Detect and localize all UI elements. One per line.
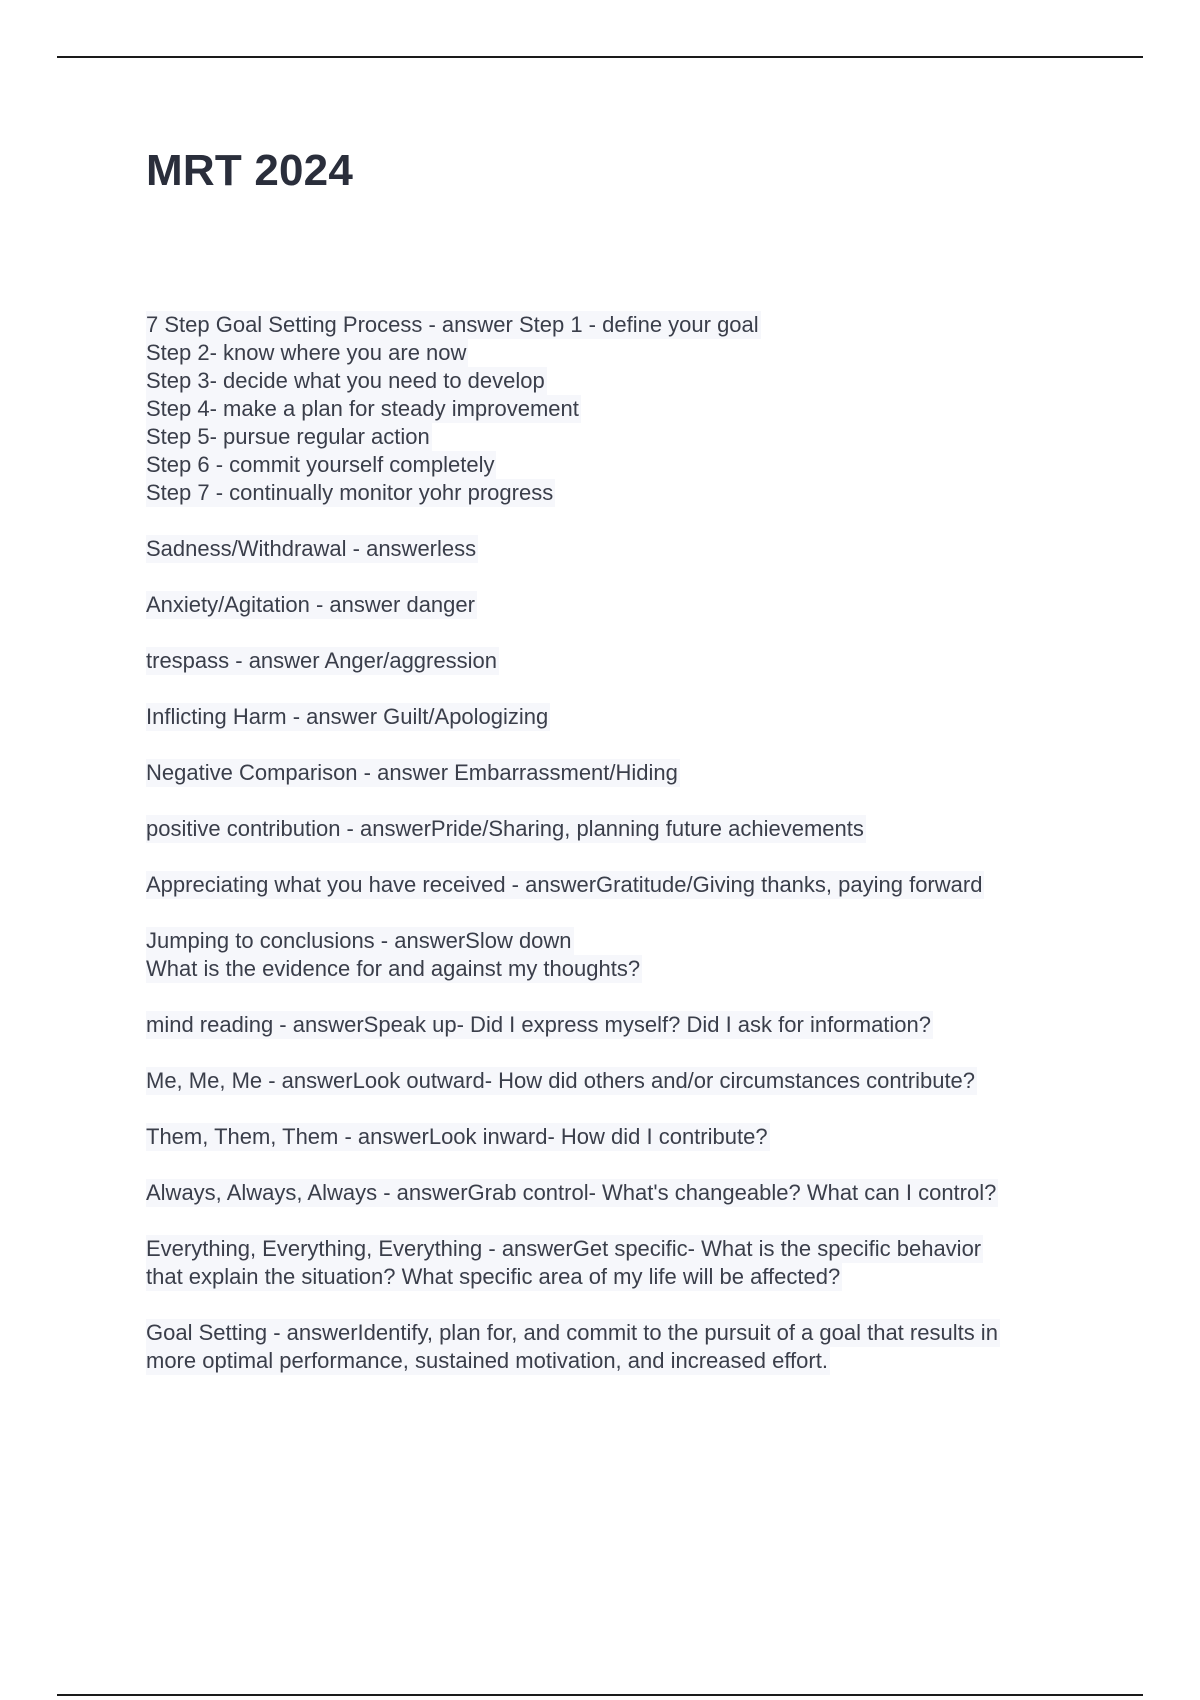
entry-anxiety: [146, 591, 1106, 619]
entry-line: Step 4- make a plan for steady improvement: [146, 396, 579, 421]
entry-line: mind reading - answerSpeak up- Did I express myself? Did I ask for information?: [146, 1012, 932, 1037]
entry-line: What is the evidence for and against my thoughts?: [146, 956, 641, 981]
entry-line: Inflicting Harm - answer Guilt/Apologizing: [146, 704, 549, 729]
entry-sadness: [146, 535, 1106, 563]
entry-line: Step 6 - commit yourself completely: [146, 452, 495, 477]
entry-negative-comparison: [146, 759, 1106, 787]
entry-line: Everything, Everything, Everything - answerGet specific- What is the specific behavior: [146, 1236, 982, 1261]
entry-line: Anxiety/Agitation - answer danger: [146, 592, 475, 617]
entry-line: Step 3- decide what you need to develop: [146, 368, 545, 393]
entry-line: 7 Step Goal Setting Process - answer Step 1 - define your goal: [146, 312, 759, 337]
entry-line: Step 5- pursue regular action: [146, 424, 430, 449]
entry-line: Appreciating what you have received - answerGratitude/Giving thanks, paying forward: [146, 872, 983, 897]
entry-me-me-me: [146, 1067, 1106, 1095]
entry-goal-setting: [146, 1319, 1106, 1375]
bottom-divider: [57, 1694, 1143, 1696]
entry-goal-setting-process: [146, 311, 1106, 507]
entry-line: Sadness/Withdrawal - answerless: [146, 536, 477, 561]
entry-line: more optimal performance, sustained motivation, and increased effort.: [146, 1348, 828, 1373]
entry-positive-contribution: [146, 815, 1106, 843]
entry-line: trespass - answer Anger/aggression: [146, 648, 497, 673]
entry-line: Them, Them, Them - answerLook inward- How did I contribute?: [146, 1124, 768, 1149]
entry-jumping-to-conclusions: [146, 927, 1106, 983]
entry-line: that explain the situation? What specific area of my life will be affected?: [146, 1264, 841, 1289]
entry-line: positive contribution - answerPride/Sharing, planning future achievements: [146, 816, 864, 841]
entry-trespass: [146, 647, 1106, 675]
entry-inflicting-harm: [146, 703, 1106, 731]
entry-mind-reading: [146, 1011, 1106, 1039]
entry-line: Negative Comparison - answer Embarrassment/Hiding: [146, 760, 678, 785]
entry-line: Goal Setting - answerIdentify, plan for, and commit to the pursuit of a goal that results in: [146, 1320, 998, 1345]
flashcard-list: [146, 311, 1106, 1403]
top-divider: [57, 56, 1143, 58]
entry-line: Always, Always, Always - answerGrab control- What's changeable? What can I control?: [146, 1180, 997, 1205]
entry-always: [146, 1179, 1106, 1207]
entry-everything: [146, 1235, 1106, 1291]
entry-line: Step 2- know where you are now: [146, 340, 467, 365]
entry-line: Step 7 - continually monitor yohr progress: [146, 480, 554, 505]
entry-line: Jumping to conclusions - answerSlow down: [146, 928, 572, 953]
entry-appreciating: [146, 871, 1106, 899]
page-title: MRT 2024: [146, 146, 354, 195]
entry-line: Me, Me, Me - answerLook outward- How did others and/or circumstances contribute?: [146, 1068, 976, 1093]
entry-them-them-them: [146, 1123, 1106, 1151]
